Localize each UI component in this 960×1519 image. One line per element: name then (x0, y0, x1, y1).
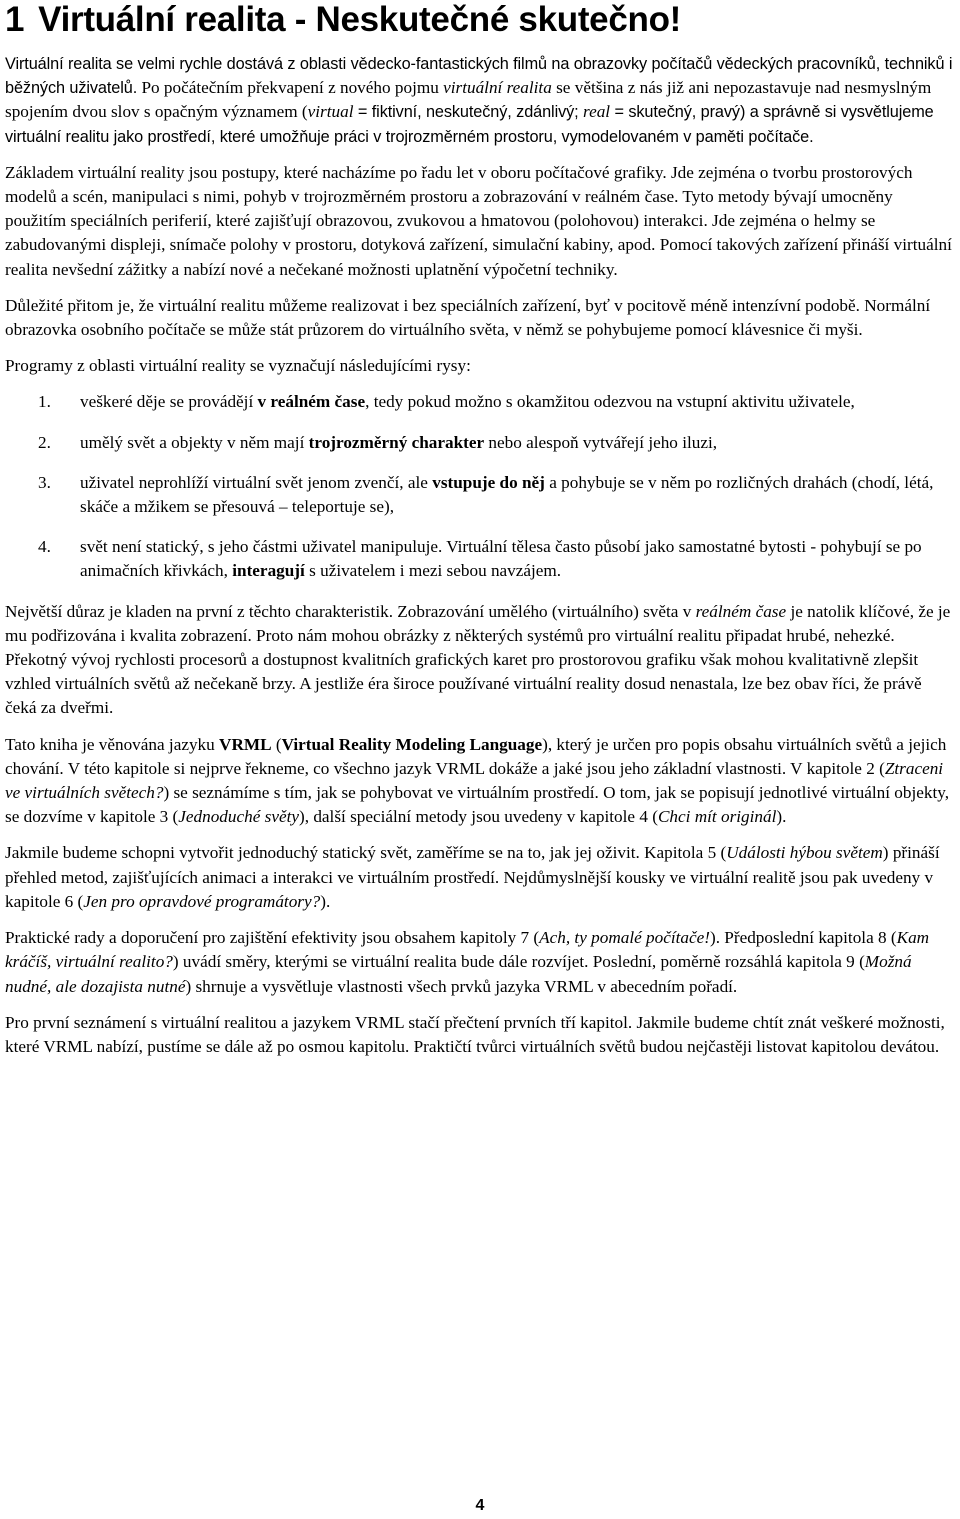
list-item: 1. veškeré děje se provádějí v reálném čase, tedy pokud možno s okamžitou odezvou na vstupní aktivitu uživatele, (38, 392, 855, 412)
list-item: 2. umělý svět a objekty v něm mají trojrozměrný charakter nebo alespoň vytvářejí jeho iluzi, (38, 432, 718, 452)
paragraph-book-vrml: Tato kniha je věnována jazyku VRML (Virtual Reality Modeling Language), který je určen pro popis obsahu virtuálních světů a jejich chování. V této kapitole si nejprve řekneme, co všechno jazyk VRML dokáže a jaké jsou jeho základní vlastnosti. V kapitole 2 (Ztraceni ve virtuálních světech?) se seznámíme s tím, jak se pohybovat ve virtuálním prostředí. O tom, jak se popisují jednotlivé virtuální objekty, se dozvíme v kapitole 3 (Jednoduché světy), další speciální metody jsou uvedeny v kapitole 4 (Chci mít originál). (5, 734, 949, 827)
list-item: 3. uživatel neprohlíží virtuální svět jenom zvenčí, ale vstupuje do něj a pohybuje se v něm po rozličných drahách (chodí, létá, skáče a mžikem se přesouvá – teleportuje se), (38, 472, 934, 517)
chapter-number: 1 (5, 0, 25, 39)
page-number: 4 (475, 1497, 485, 1514)
features-list (5, 390, 957, 583)
chapter-title: Virtuální realita - Neskutečné skutečno! (38, 0, 682, 39)
paragraph-emphasis: Největší důraz je kladen na první z těchto charakteristik. Zobrazování umělého (virtuálního) světa v reálném čase je natolik klíčové, že je mu podřizována i kvalita zobrazení. Proto nám mohou obrázky z některých systémů pro virtuální realitu připadat hrubé, nehezké. Překotný vývoj rychlosti procesorů a dostupnost kvalitních grafických karet pro prostorovou grafiku však mohou kvalitativně zlepšit vzhled virtuálních světů až nečekaně brzy. A jestliže éra široce používané virtuální reality dosud nenastala, lze bez obav říci, že právě čeká za dveřmi. (5, 601, 951, 718)
paragraph-chapters-5-6: Jakmile budeme schopni vytvořit jednoduchý statický svět, zaměříme se na to, jak jej oživit. Kapitola 5 (Události hýbou světem) přináší přehled metod, zajišťujících animaci a interakci ve virtuálním prostředí. Nejdůmyslnější kousky ve virtuální realitě jsou pak uvedeny v kapitole 6 (Jen pro opravdové programátory?). (5, 843, 940, 911)
paragraph-chapters-7-9: Praktické rady a doporučení pro zajištění efektivity jsou obsahem kapitoly 7 (Ach, ty pomalé počítače!). Předposlední kapitola 8 (Kam kráčíš, virtuální realito?) uvádí směry, kterými se virtuální realita bude dále rozvíjet. Poslední, poměrně rozsáhlá kapitola 9 (Možná nudné, ale dozajista nutné) shrnuje a vysvětluje vlastnosti všech prvků jazyka VRML v abecedním pořadí. (5, 928, 930, 996)
paragraph-reading-guide: Pro první seznámení s virtuální realitou a jazykem VRML stačí přečtení prvních tří kapitol. Jakmile budeme chtít znát veškeré možnosti, které VRML nabízí, pustíme se dále až po osmou kapitolu. Praktičtí tvůrci virtuálních světů budou nejčastěji listovat kapitolou devátou. (5, 1012, 945, 1056)
list-item: 4. svět není statický, s jeho částmi uživatel manipuluje. Virtuální tělesa často působí jako samostatné bytosti - pohybují se po animačních křivkách, interagují s uživatelem i mezi sebou navzájem. (38, 537, 922, 581)
chapter-heading (5, 0, 681, 40)
paragraph-importance: Důležité přitom je, že virtuální realitu můžeme realizovat i bez speciálních zařízení, byť v pocitově méně intenzívní podobě. Normální obrazovka osobního počítače se může stát průzorem do virtuálního světa, v němž se pohybujeme pomocí klávesnice či myši. (5, 295, 931, 340)
paragraph-basis: Základem virtuální reality jsou postupy, které nacházíme po řadu let v oboru počítačové grafiky. Jde zejména o tvorbu prostorových modelů a scén, manipulaci s nimi, pohyb v trojrozměrném prostoru a zobrazování v reálném čase. Tyto metody bývají umocněny použitím speciálních periferií, které zajišťují obrazovou, zvukovou a hmatovou (polohovou) interakci. Jde zejména o helmy se zabudovanými displeji, snímače polohy v prostoru, dotyková zařízení, simulační kabiny, apod. Pomocí takových zařízení přináší virtuální realita nevšední zážitky a nabízí nové a nečekané možnosti uplatnění výpočetní techniky. (5, 162, 952, 279)
paragraph-intro: Virtuální realita se velmi rychle dostává z oblasti vědecko-fantastických filmů na obrazovky počítačů vědeckých pracovníků, techniků i běžných uživatelů. Po počátečním překvapení z nového pojmu virtuální realita se většina z nás již ani nepozastavuje nad nesmyslným spojením dvou slov s opačným významem (virtual = fiktivní, neskutečný, zdánlivý; real = skutečný, pravý) a správně si vysvětlujeme virtuální realitu jako prostředí, které umožňuje práci v trojrozměrném prostoru, vymodelovaném v paměti počítače. (5, 55, 953, 146)
chapter-body (5, 52, 957, 1071)
paragraph-features-intro: Programy z oblasti virtuální reality se vyznačují následujícími rysy: (5, 356, 471, 376)
